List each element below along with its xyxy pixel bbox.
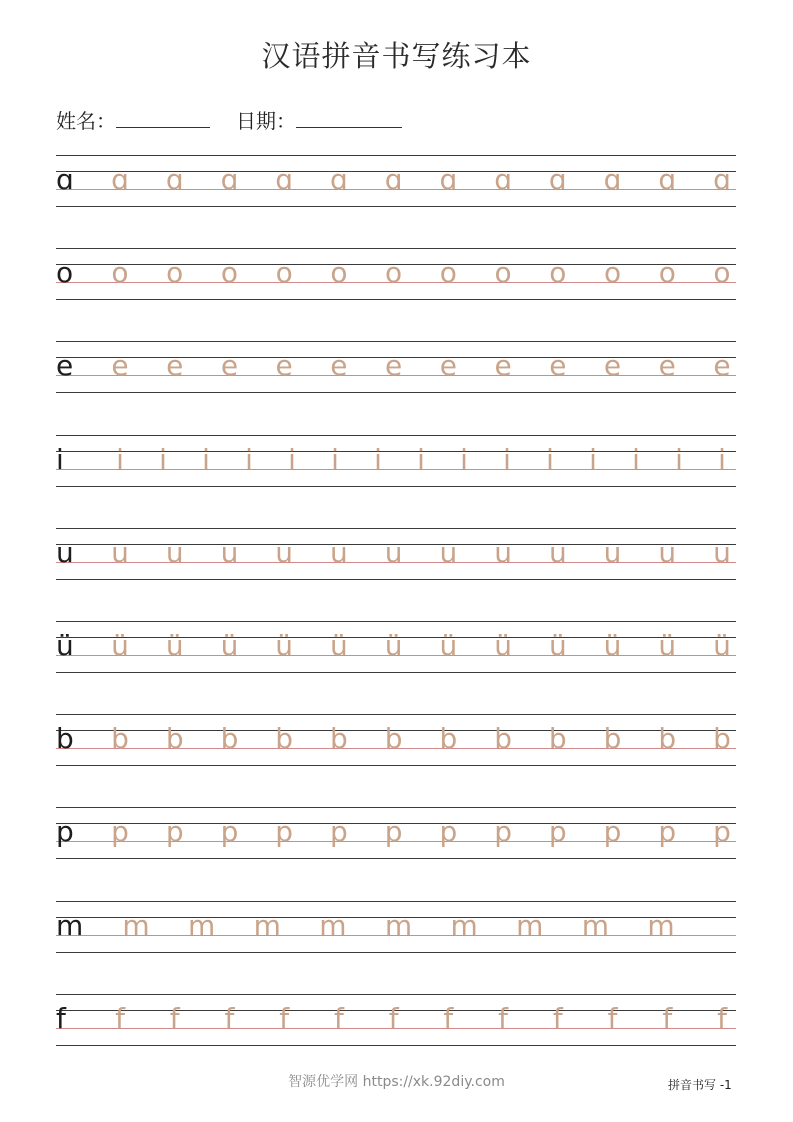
trace-letter: f xyxy=(224,1001,235,1035)
trace-letter: ɑ xyxy=(603,163,622,196)
trace-letter: ɑ xyxy=(220,163,239,196)
trace-letter: f xyxy=(498,1001,509,1035)
practice-row xyxy=(56,621,736,673)
trace-letter: ɑ xyxy=(439,163,458,196)
model-letter: b xyxy=(56,722,74,756)
trace-letter: f xyxy=(607,1001,618,1035)
trace-letter: i xyxy=(288,442,296,476)
trace-letter: p xyxy=(275,815,294,849)
trace-letter: e xyxy=(658,349,676,383)
bot-guide-line xyxy=(56,299,736,300)
date-label: 日期： xyxy=(236,109,296,133)
trace-letter: o xyxy=(385,256,403,290)
trace-letter: b xyxy=(165,722,184,756)
trace-letter: b xyxy=(330,722,348,756)
top-guide-line xyxy=(56,621,736,622)
trace-letter: f xyxy=(662,1001,673,1035)
bot-guide-line xyxy=(56,672,736,673)
trace-letter: p xyxy=(111,815,129,849)
trace-letter: e xyxy=(275,349,293,383)
trace-letter: o xyxy=(439,256,457,290)
trace-letter: b xyxy=(275,722,294,756)
top-guide-line xyxy=(56,528,736,529)
trace-letter: f xyxy=(552,1001,563,1035)
trace-letter: m xyxy=(187,908,216,942)
trace-letter: b xyxy=(439,722,458,756)
trace-letter: e xyxy=(603,349,622,383)
model-letter: i xyxy=(56,442,64,476)
trace-letter: m xyxy=(581,908,610,942)
bot-guide-line xyxy=(56,392,736,393)
trace-letter: ü xyxy=(275,629,294,662)
trace-letter: p xyxy=(384,815,403,849)
bot-guide-line xyxy=(56,765,736,766)
trace-letter: b xyxy=(384,722,403,756)
trace-letter: u xyxy=(220,535,239,569)
trace-letter: o xyxy=(166,256,184,290)
practice-rows xyxy=(56,0,736,1122)
model-letter: ü xyxy=(56,629,74,662)
trace-letter: i xyxy=(245,442,253,476)
trace-letter: ɑ xyxy=(658,163,677,196)
trace-letter: ü xyxy=(713,629,731,662)
trace-letter: f xyxy=(388,1001,399,1035)
trace-letter: ɑ xyxy=(713,163,731,196)
trace-letter: e xyxy=(713,349,731,383)
bot-guide-line xyxy=(56,1045,736,1046)
trace-letter: e xyxy=(330,349,348,383)
trace-letter: b xyxy=(603,722,622,756)
top-guide-line xyxy=(56,248,736,249)
trace-letter: ü xyxy=(384,629,403,662)
trace-letter: ü xyxy=(603,629,622,662)
trace-letter: ɑ xyxy=(111,163,129,196)
trace-letter: ü xyxy=(111,629,129,662)
trace-letter: ü xyxy=(220,629,239,662)
trace-letter: o xyxy=(111,256,129,290)
trace-letter: i xyxy=(632,442,640,476)
trace-letter: p xyxy=(165,815,184,849)
trace-letter: ɑ xyxy=(548,163,567,196)
trace-letter: f xyxy=(169,1001,180,1035)
trace-letter: e xyxy=(166,349,184,383)
trace-letter: ɑ xyxy=(330,163,348,196)
practice-row xyxy=(56,994,736,1046)
trace-letter: ü xyxy=(658,629,677,662)
trace-letter: i xyxy=(460,442,468,476)
practice-row xyxy=(56,807,736,859)
footer-watermark: 智源优学网 https://xk.92diy.com xyxy=(288,1074,505,1090)
trace-letter: i xyxy=(202,442,210,476)
model-letter: e xyxy=(56,349,74,383)
bot-guide-line xyxy=(56,952,736,953)
trace-letter: m xyxy=(516,908,544,942)
trace-letter: e xyxy=(549,349,567,383)
trace-letter: o xyxy=(220,256,239,290)
practice-row xyxy=(56,435,736,487)
trace-letter: m xyxy=(319,908,347,942)
trace-letter: i xyxy=(417,442,425,476)
trace-letter: i xyxy=(116,442,124,476)
practice-row xyxy=(56,714,736,766)
model-letter: ɑ xyxy=(56,163,74,196)
trace-letter: ü xyxy=(548,629,567,662)
trace-letter: i xyxy=(374,442,382,476)
trace-letter: i xyxy=(159,442,167,476)
trace-letter: e xyxy=(111,349,129,383)
trace-letter: u xyxy=(603,535,622,569)
trace-letter: b xyxy=(713,722,731,756)
trace-letter: m xyxy=(647,908,675,942)
trace-letter: i xyxy=(589,442,597,476)
model-letter: m xyxy=(56,908,84,942)
trace-letter: o xyxy=(603,256,622,290)
bot-guide-line xyxy=(56,579,736,580)
model-letter: f xyxy=(56,1001,66,1035)
trace-letter: u xyxy=(330,535,348,569)
model-letter: o xyxy=(56,256,74,290)
trace-letter: u xyxy=(384,535,403,569)
trace-letter: u xyxy=(275,535,294,569)
trace-letter: u xyxy=(548,535,567,569)
practice-row xyxy=(56,341,736,393)
trace-letter: p xyxy=(548,815,567,849)
trace-letter: p xyxy=(330,815,348,849)
trace-letter: o xyxy=(549,256,567,290)
trace-letter: e xyxy=(439,349,457,383)
trace-letter: ü xyxy=(165,629,184,662)
trace-letter: p xyxy=(220,815,239,849)
trace-letter: i xyxy=(718,442,726,476)
top-guide-line xyxy=(56,714,736,715)
trace-letter: u xyxy=(111,535,129,569)
trace-letter: o xyxy=(330,256,348,290)
trace-letter: p xyxy=(658,815,677,849)
trace-letter: o xyxy=(494,256,512,290)
trace-letter: u xyxy=(713,535,731,569)
trace-letter: b xyxy=(220,722,239,756)
bot-guide-line xyxy=(56,858,736,859)
trace-letter: o xyxy=(713,256,731,290)
trace-letter: m xyxy=(122,908,150,942)
practice-row xyxy=(56,901,736,953)
trace-letter: ɑ xyxy=(384,163,403,196)
top-guide-line xyxy=(56,994,736,995)
trace-letter: i xyxy=(331,442,339,476)
trace-letter: ɑ xyxy=(275,163,294,196)
top-guide-line xyxy=(56,155,736,156)
trace-letter: b xyxy=(494,722,512,756)
page-number-label: 拼音书写 -1 xyxy=(668,1078,732,1092)
name-label: 姓名： xyxy=(56,109,116,133)
bot-guide-line xyxy=(56,486,736,487)
practice-row xyxy=(56,248,736,300)
trace-letter: i xyxy=(503,442,511,476)
model-letter: p xyxy=(56,815,74,849)
trace-letter: f xyxy=(333,1001,344,1035)
practice-row xyxy=(56,155,736,207)
trace-letter: e xyxy=(220,349,239,383)
top-guide-line xyxy=(56,901,736,902)
trace-letter: b xyxy=(548,722,567,756)
trace-letter: e xyxy=(494,349,512,383)
trace-letter: p xyxy=(494,815,512,849)
trace-letter: u xyxy=(165,535,184,569)
trace-letter: e xyxy=(385,349,403,383)
trace-letter: f xyxy=(717,1001,727,1035)
trace-letter: b xyxy=(658,722,677,756)
bot-guide-line xyxy=(56,206,736,207)
trace-letter: f xyxy=(279,1001,290,1035)
top-guide-line xyxy=(56,807,736,808)
trace-letter: f xyxy=(115,1001,125,1035)
trace-letter: u xyxy=(658,535,677,569)
trace-letter: p xyxy=(713,815,731,849)
trace-letter: o xyxy=(658,256,676,290)
top-guide-line xyxy=(56,341,736,342)
page-title: 汉语拼音书写练习本 xyxy=(261,39,532,73)
trace-letter: f xyxy=(443,1001,454,1035)
trace-letter: ü xyxy=(494,629,512,662)
trace-letter: ɑ xyxy=(494,163,512,196)
trace-letter: i xyxy=(675,442,683,476)
trace-letter: p xyxy=(603,815,622,849)
trace-letter: i xyxy=(546,442,554,476)
trace-letter: ü xyxy=(330,629,348,662)
practice-row xyxy=(56,528,736,580)
top-guide-line xyxy=(56,435,736,436)
trace-letter: ɑ xyxy=(165,163,184,196)
model-letter: u xyxy=(56,535,74,569)
trace-letter: u xyxy=(439,535,458,569)
trace-letter: m xyxy=(384,908,413,942)
trace-letter: o xyxy=(275,256,293,290)
trace-letter: b xyxy=(111,722,129,756)
trace-letter: m xyxy=(253,908,281,942)
trace-letter: ü xyxy=(439,629,458,662)
trace-letter: p xyxy=(439,815,458,849)
trace-letter: m xyxy=(450,908,478,942)
trace-letter: u xyxy=(494,535,512,569)
